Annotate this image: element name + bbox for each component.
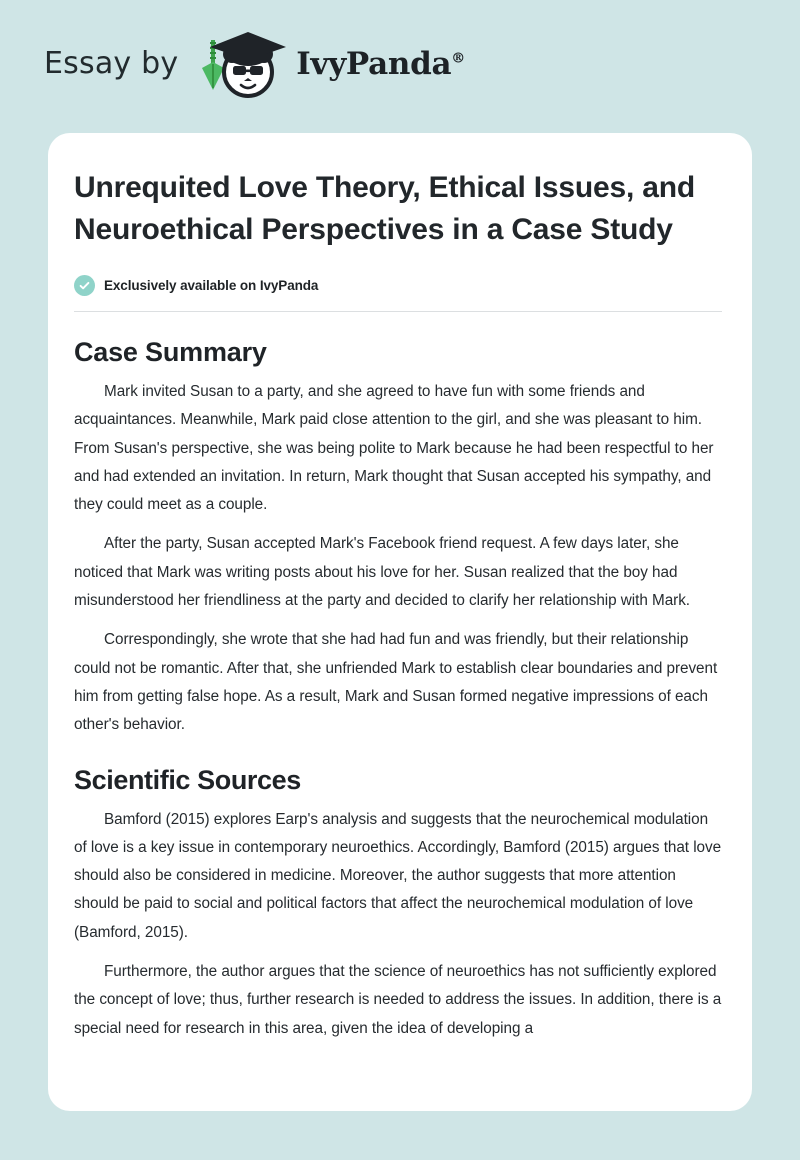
essay-paper-card xyxy=(48,133,752,1111)
essay-content xyxy=(48,133,752,1043)
paragraph: Bamford (2015) explores Earp's analysis and suggests that the neurochemical modulation of love is a key issue in contemporary neuroethics. Accordingly, Bamford (2015) argues that love should also be considered in medicine. Moreover, the author suggests that more attention should be paid to social and political factors that affect the neurochemical modulation of love (Bamford, 2015). xyxy=(74,810,722,941)
section-heading-scientific-sources: Scientific Sources xyxy=(74,764,301,795)
exclusivity-badge xyxy=(74,275,722,296)
section-heading-case-summary: Case Summary xyxy=(74,337,267,367)
ivypanda-panda-logo-icon xyxy=(188,28,290,100)
header-divider xyxy=(74,311,722,312)
paragraph: Furthermore, the author argues that the science of neuroethics has not sufficiently explored the concept of love; thus, further research is needed to address the issues. In addition, there is a special need for research in this area, given the idea of developing a xyxy=(74,963,722,1037)
paragraph: Mark invited Susan to a party, and she agreed to have fun with some friends and acquaintances. Meanwhile, Mark paid close attention to the girl, and she was pleasant to him. From Susan's perspective, she was being polite to Mark because he had been respectful to her and had extended an invitation. In return, Mark thought that Susan accepted his sympathy, and they could meet as a couple. xyxy=(74,383,714,514)
ivypanda-wordmark-text: IvyPanda xyxy=(296,45,452,82)
paragraph: After the party, Susan accepted Mark's Facebook friend request. A few days later, she noticed that Mark was writing posts about his love for her. Susan realized that the boy had misunderstood her friendliness at the party and decided to clarify her relationship with Mark. xyxy=(74,535,690,610)
essay-by-label: Essay by xyxy=(44,46,179,81)
brand-logo-row[interactable] xyxy=(44,28,465,100)
page-header xyxy=(0,0,800,133)
registered-trademark-symbol: ® xyxy=(451,50,465,67)
exclusivity-badge-label: Exclusively available on IvyPanda xyxy=(104,278,319,293)
page-title: Unrequited Love Theory, Ethical Issues, and Neuroethical Perspectives in a Case Study xyxy=(74,171,695,246)
paragraph: Correspondingly, she wrote that she had had fun and was friendly, but their relationship could not be romantic. After that, she unfriended Mark to establish clear boundaries and prevent him from getting false hope. As a result, Mark and Susan formed negative impressions of each other's behavior. xyxy=(74,631,718,734)
ivypanda-wordmark xyxy=(296,46,465,82)
check-circle-icon xyxy=(74,275,95,296)
